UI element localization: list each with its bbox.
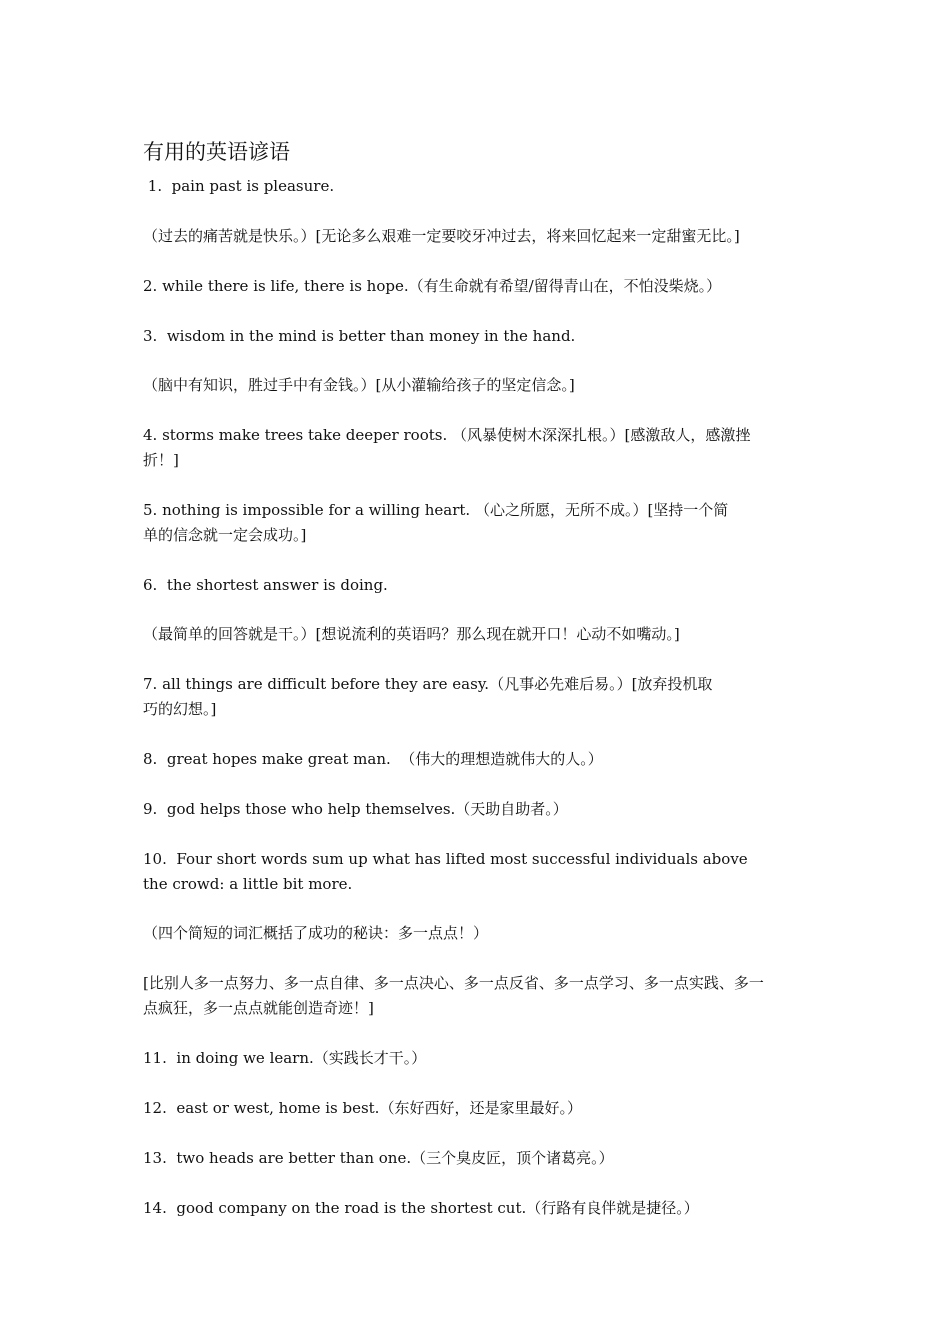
proverb-4: 4. storms make trees take deeper roots. （风暴使树木深深扎根。）[感激敌人，感激挫 折！] <box>143 426 751 469</box>
proverb-6: 6. the shortest answer is doing. <box>143 576 388 594</box>
proverb-9: 9. god helps those who help themselves.（天助自助者。） <box>143 800 568 818</box>
proverb-10-note: [比别人多一点努力、多一点自律、多一点决心、多一点反省、多一点学习、多一点实践、多一 点疯狂，多一点点就能创造奇迹！] <box>143 974 764 1017</box>
proverb-13: 13. two heads are better than one.（三个臭皮匠，顶个诸葛亮。） <box>143 1149 614 1167</box>
proverb-10: 10. Four short words sum up what has lifted most successful individuals above the crowd: a little bit more. <box>143 850 748 893</box>
proverb-5: 5. nothing is impossible for a willing heart. （心之所愿，无所不成。）[坚持一个简 单的信念就一定会成功。] <box>143 501 729 544</box>
proverb-8: 8. great hopes make great man. （伟大的理想造就伟大的人。） <box>143 750 603 768</box>
proverb-14: 14. good company on the road is the shortest cut.（行路有良伴就是捷径。） <box>143 1199 699 1217</box>
proverb-11: 11. in doing we learn.（实践长才干。） <box>143 1049 427 1067</box>
document-title: 有用的英语谚语 <box>143 140 290 164</box>
proverb-1-translation: （过去的痛苦就是快乐。）[无论多么艰难一定要咬牙冲过去，将来回忆起来一定甜蜜无比。] <box>143 227 740 245</box>
proverb-2: 2. while there is life, there is hope.（有生命就有希望/留得青山在，不怕没柴烧。） <box>143 277 722 295</box>
proverb-6-translation: （最简单的回答就是干。）[想说流利的英语吗？那么现在就开口！心动不如嘴动。] <box>143 625 680 643</box>
proverb-1: 1. pain past is pleasure. <box>143 177 335 195</box>
proverb-3-translation: （脑中有知识，胜过手中有金钱。）[从小灌输给孩子的坚定信念。] <box>143 376 575 394</box>
proverb-7: 7. all things are difficult before they are easy.（凡事必先难后易。）[放弃投机取 巧的幻想。] <box>143 675 713 718</box>
proverb-10-translation: （四个简短的词汇概括了成功的秘诀：多一点点！） <box>143 924 489 942</box>
proverb-12: 12. east or west, home is best.（东好西好，还是家里最好。） <box>143 1099 582 1117</box>
proverb-3: 3. wisdom in the mind is better than money in the hand. <box>143 327 576 345</box>
